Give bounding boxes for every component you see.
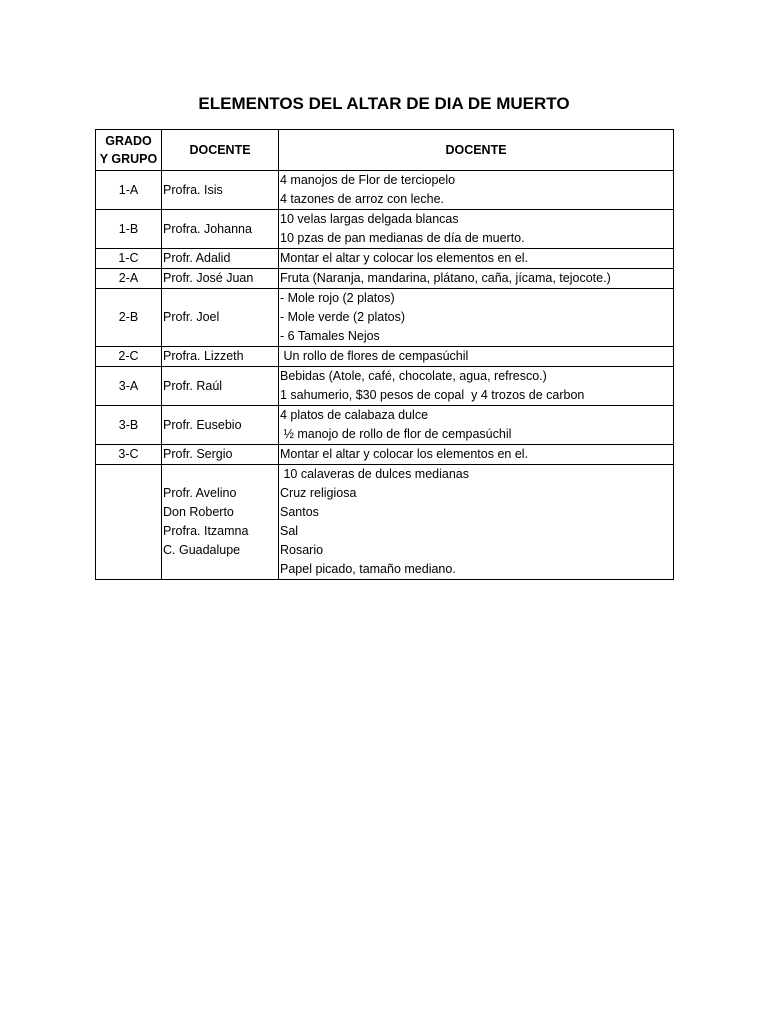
item-line: Un rollo de flores de cempasúchil	[280, 349, 469, 363]
docente-name: Profra. Lizzeth	[163, 349, 244, 363]
item-line: 4 manojos de Flor de terciopelo	[280, 173, 456, 187]
item-line: Montar el altar y colocar los elementos en el.	[280, 447, 529, 461]
item-line: Rosario	[280, 543, 324, 557]
page-title: ELEMENTOS DEL ALTAR DE DIA DE MUERTO	[198, 94, 570, 113]
cell-grado-grupo: 2-B	[96, 289, 162, 347]
docente-name: Don Roberto	[163, 505, 234, 519]
cell-items	[279, 465, 674, 580]
cell-docente	[162, 347, 279, 367]
header-grado-line2: Y GRUPO	[99, 152, 158, 166]
docente-name: Profr. Sergio	[163, 447, 233, 461]
cell-grado-grupo: 2-A	[96, 269, 162, 289]
cell-items	[279, 406, 674, 445]
docente-name: Profr. José Juan	[163, 271, 254, 285]
table-header-row	[96, 130, 674, 171]
cell-grado-grupo: 3-B	[96, 406, 162, 445]
table-row	[96, 367, 674, 406]
cell-docente	[162, 445, 279, 465]
item-line: Cruz religiosa	[280, 486, 357, 500]
cell-grado-grupo: 3-C	[96, 445, 162, 465]
cell-grado-grupo: 2-C	[96, 347, 162, 367]
header-grado-grupo	[96, 130, 162, 171]
item-line: - Mole rojo (2 platos)	[280, 291, 395, 305]
item-line: Papel picado, tamaño mediano.	[280, 562, 456, 576]
table-row	[96, 210, 674, 249]
cell-items	[279, 210, 674, 249]
cell-docente	[162, 171, 279, 210]
item-line: Montar el altar y colocar los elementos en el.	[280, 251, 529, 265]
docente-name: Profra. Isis	[163, 182, 223, 197]
docente-name: Profr. Adalid	[163, 251, 231, 265]
item-line: 4 tazones de arroz con leche.	[280, 192, 444, 206]
cell-items	[279, 367, 674, 406]
item-line: - Mole verde (2 platos)	[280, 310, 406, 324]
table-row	[96, 249, 674, 269]
header-docente: DOCENTE	[162, 130, 279, 171]
cell-items	[279, 445, 674, 465]
table-body	[96, 171, 674, 580]
cell-docente	[162, 289, 279, 347]
docente-name: Profr. Eusebio	[163, 417, 242, 432]
table-row	[96, 445, 674, 465]
table-row	[96, 269, 674, 289]
cell-grado-grupo	[96, 465, 162, 580]
table-row	[96, 347, 674, 367]
item-line: ½ manojo de rollo de flor de cempasúchil	[280, 427, 512, 441]
cell-docente	[162, 249, 279, 269]
item-line: 1 sahumerio, $30 pesos de copal y 4 trozos de carbon	[280, 388, 585, 402]
item-line: 10 velas largas delgada blancas	[280, 212, 459, 226]
cell-docente	[162, 367, 279, 406]
item-line: 10 calaveras de dulces medianas	[280, 467, 470, 481]
cell-grado-grupo: 1-B	[96, 210, 162, 249]
item-line: Bebidas (Atole, café, chocolate, agua, refresco.)	[280, 369, 547, 383]
docente-name: Profr. Joel	[163, 310, 220, 324]
cell-items	[279, 249, 674, 269]
docente-name: Profra. Itzamna	[163, 524, 249, 538]
cell-grado-grupo: 1-C	[96, 249, 162, 269]
item-line: 4 platos de calabaza dulce	[280, 408, 429, 422]
table-row	[96, 289, 674, 347]
docente-name: Profr. Raúl	[163, 378, 223, 393]
docente-name: Profra. Johanna	[163, 221, 252, 236]
item-line: 10 pzas de pan medianas de día de muerto.	[280, 231, 525, 245]
docente-name: C. Guadalupe	[163, 543, 241, 557]
cell-docente	[162, 406, 279, 445]
item-line: Fruta (Naranja, mandarina, plátano, caña, jícama, tejocote.)	[280, 271, 611, 285]
item-line: Santos	[280, 505, 319, 519]
cell-items	[279, 171, 674, 210]
cell-items	[279, 269, 674, 289]
item-line: Sal	[280, 524, 299, 538]
altar-elements-table	[95, 129, 674, 580]
cell-grado-grupo: 1-A	[96, 171, 162, 210]
header-items: DOCENTE	[279, 130, 674, 171]
cell-grado-grupo: 3-A	[96, 367, 162, 406]
table-row	[96, 406, 674, 445]
header-grado-line1: GRADO	[105, 134, 152, 148]
item-line: - 6 Tamales Nejos	[280, 329, 380, 343]
table-row	[96, 171, 674, 210]
cell-docente	[162, 210, 279, 249]
cell-docente	[162, 465, 279, 580]
cell-items	[279, 347, 674, 367]
docente-name: Profr. Avelino	[163, 486, 237, 500]
cell-items	[279, 289, 674, 347]
table-row	[96, 465, 674, 580]
cell-docente	[162, 269, 279, 289]
